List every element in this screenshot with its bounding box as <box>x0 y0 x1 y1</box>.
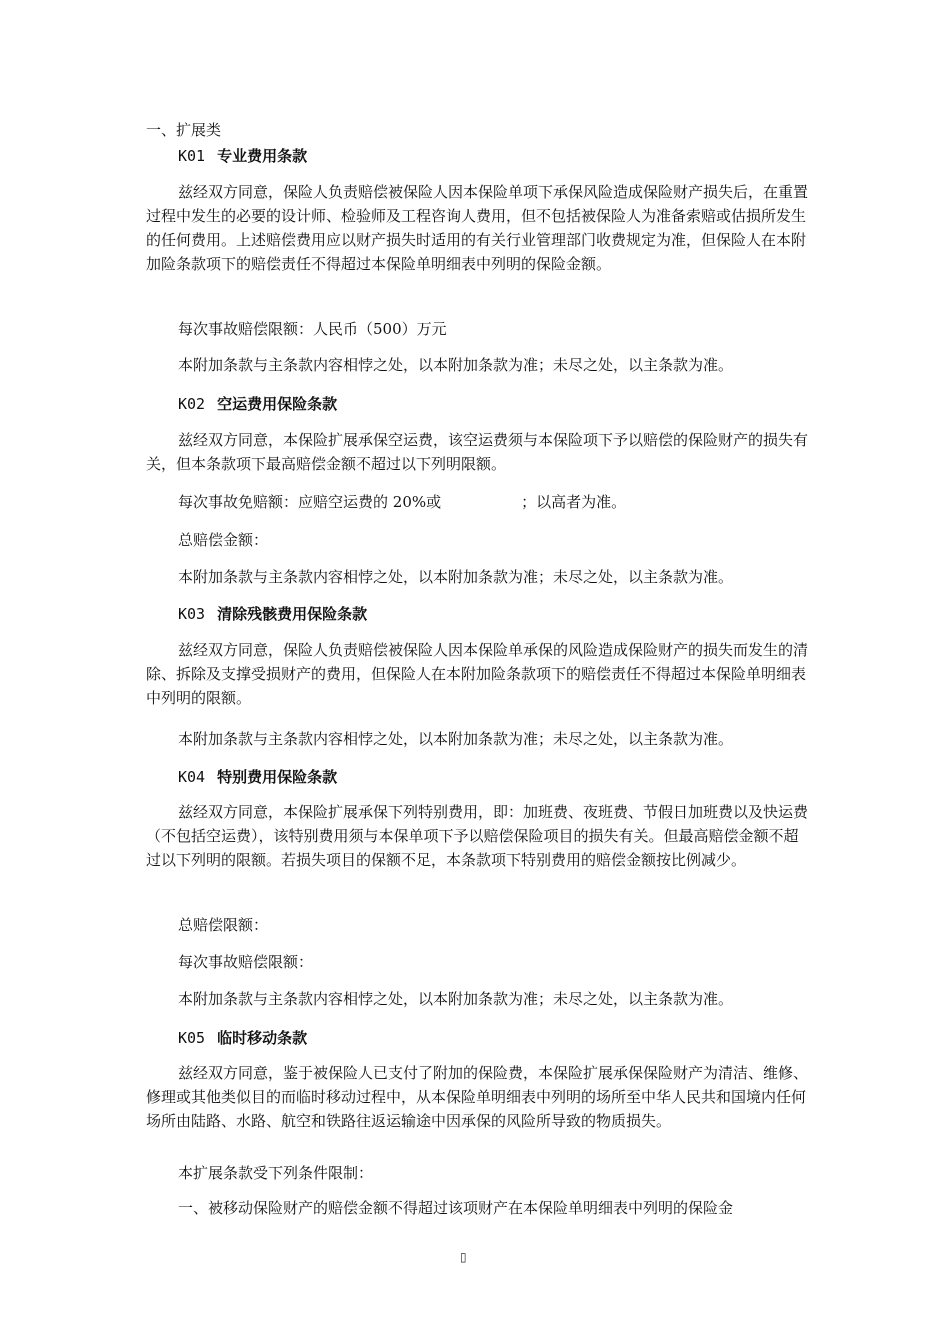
deductible-suffix: ；以高者为准。 <box>521 493 627 511</box>
clause-deductible-k02 <box>178 491 626 512</box>
clause-title: 空运费用保险条款 <box>217 395 338 413</box>
clause-code: K01 <box>178 147 206 165</box>
clause-total-k02: 总赔偿金额： <box>178 531 269 549</box>
clause-body-k02: 兹经双方同意，本保险扩展承保空运费，该空运费须与本保险项下予以赔偿的保险财产的损失有关，但本条款项下最高赔偿金额不超过以下列明限额。 <box>146 431 809 473</box>
clause-conditions-k05: 本扩展条款受下列条件限制： <box>178 1164 374 1182</box>
clause-title: 清除残骸费用保险条款 <box>217 605 368 623</box>
clause-closing-k01: 本附加条款与主条款内容相悖之处，以本附加条款为准；未尽之处，以主条款为准。 <box>178 356 734 374</box>
clause-heading-k04 <box>178 766 337 787</box>
clause-title: 临时移动条款 <box>217 1029 308 1047</box>
clause-closing-k04: 本附加条款与主条款内容相悖之处，以本附加条款为准；未尽之处，以主条款为准。 <box>178 990 734 1008</box>
clause-limit-k01: 每次事故赔偿限额：人民币（500）万元 <box>178 320 447 338</box>
clause-heading-k05 <box>178 1027 307 1048</box>
clause-heading-k02 <box>178 393 337 414</box>
clause-closing-k03: 本附加条款与主条款内容相悖之处，以本附加条款为准；未尽之处，以主条款为准。 <box>178 730 734 748</box>
clause-code: K03 <box>178 605 206 623</box>
section-title: 一、扩展类 <box>146 121 222 139</box>
clause-limit-k04: 每次事故赔偿限额： <box>178 953 314 971</box>
clause-closing-k02: 本附加条款与主条款内容相悖之处，以本附加条款为准；未尽之处，以主条款为准。 <box>178 568 734 586</box>
clause-body-k05: 兹经双方同意，鉴于被保险人已支付了附加的保险费，本保险扩展承保保险财产为清洁、维修、修理或其他类似目的而临时移动过程中，从本保险单明细表中列明的场所至中华人民共和国境内任何场所由陆路、水路、航空和铁路往返运输途中因承保的风险所导致的物质损失。 <box>146 1064 809 1130</box>
clause-code: K05 <box>178 1029 206 1047</box>
clause-body-k03: 兹经双方同意，保险人负责赔偿被保险人因本保险单承保的风险造成保险财产的损失而发生的清除、拆除及支撑受损财产的费用，但保险人在本附加险条款项下的赔偿责任不得超过本保险单明细表中列明的限额。 <box>146 641 809 707</box>
clause-item1-k05: 一、被移动保险财产的赔偿金额不得超过该项财产在本保险单明细表中列明的保险金 <box>178 1199 734 1217</box>
clause-code: K04 <box>178 768 206 786</box>
page-number: ▯ <box>460 1250 467 1264</box>
clause-code: K02 <box>178 395 206 413</box>
clause-body-k04: 兹经双方同意，本保险扩展承保下列特别费用，即：加班费、夜班费、节假日加班费以及快运费（不包括空运费），该特别费用须与本保单项下予以赔偿保险项目的损失有关。但最高赔偿金额不超过以下列明的限额。若损失项目的保额不足，本条款项下特别费用的赔偿金额按比例减少。 <box>146 803 809 869</box>
clause-heading-k03 <box>178 603 367 624</box>
clause-heading-k01 <box>178 145 307 166</box>
clause-title: 特别费用保险条款 <box>217 768 338 786</box>
deductible-text: 每次事故免赔额：应赔空运费的 20%或 <box>178 493 442 511</box>
clause-title: 专业费用条款 <box>217 147 308 165</box>
clause-body-k01: 兹经双方同意，保险人负责赔偿被保险人因本保险单项下承保风险造成保险财产损失后，在重置过程中发生的必要的设计师、检验师及工程咨询人费用，但不包括被保险人为准备索赔或估损所发生的任何费用。上述赔偿费用应以财产损失时适用的有关行业管理部门收费规定为准，但保险人在本附加险条款项下的赔偿责任不得超过本保险单明细表中列明的保险金额。 <box>146 183 809 273</box>
clause-total-k04: 总赔偿限额： <box>178 916 269 934</box>
